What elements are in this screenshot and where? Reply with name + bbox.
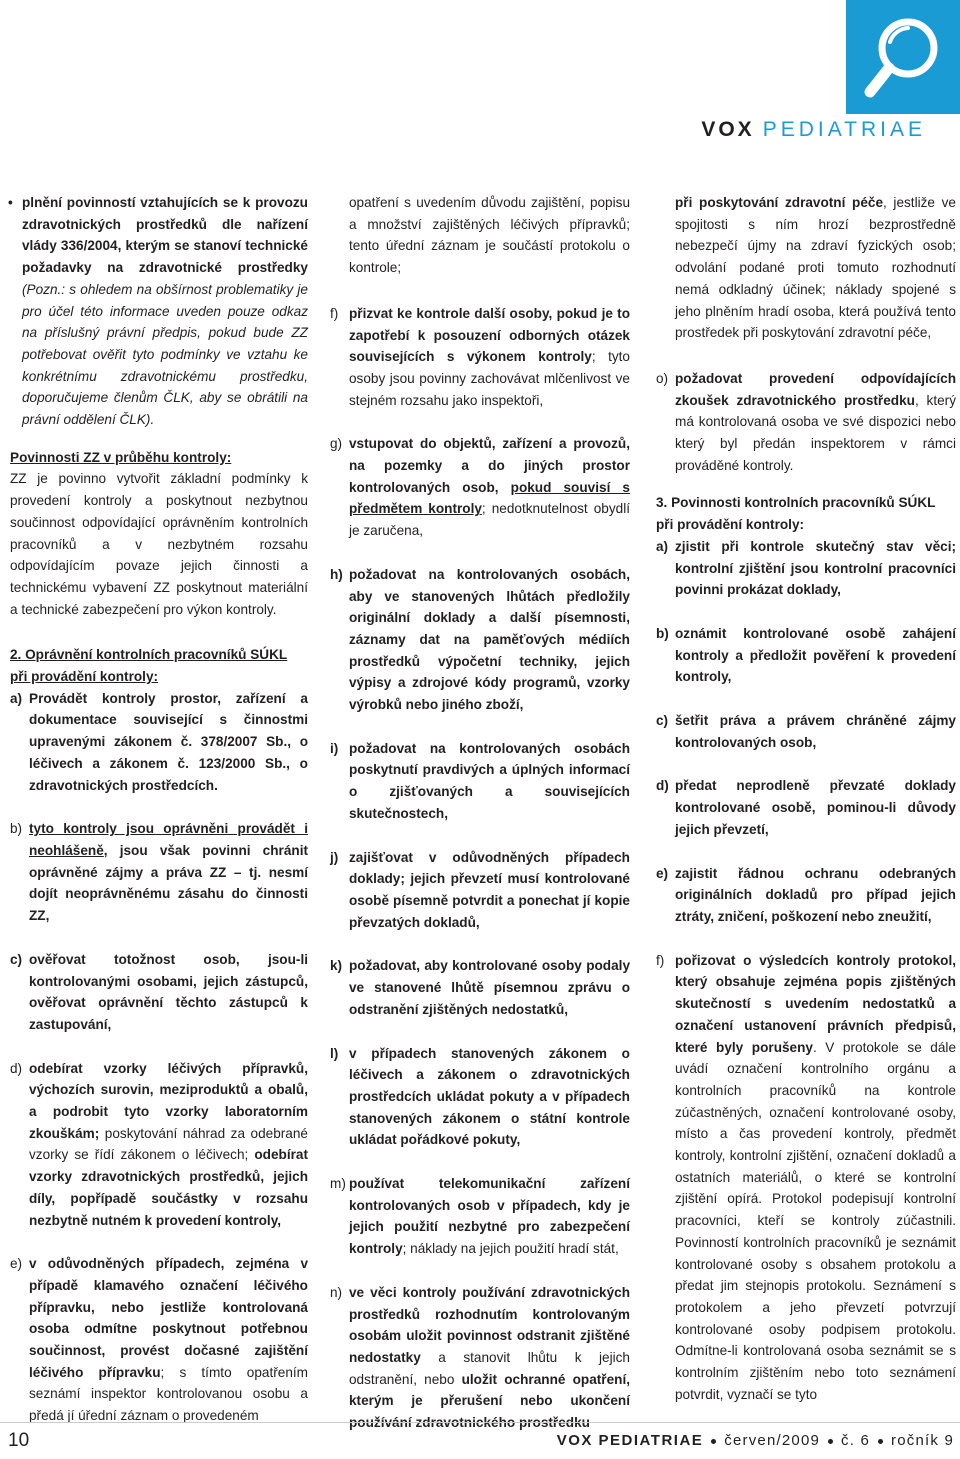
continuation-plain: , jestliže ve spojitosti s ním hrozí bezprostředně nebezpečí újmy na zdraví fyzických osob; odvolání podané proti tomuto rozhodnutí nemá odkladný účinek; náklady spojené s jeho plněním hradí osoba, která používá tento prostředek při poskytování zdravotní péče, [675, 195, 956, 341]
label-3f: f) [656, 952, 665, 968]
column-1 [10, 192, 308, 1427]
text-3b: oznámit kontrolované osobě zahájení kontroly a předložit pověření k provedení kontroly, [675, 625, 956, 685]
column-2 [330, 192, 630, 1434]
label-d: d) [10, 1060, 23, 1076]
label-c: c) [10, 951, 23, 967]
text-m-bold: používat telekomunikační zařízení kontrolovaných osob v případech, kdy je jejich použití nezbytné pro zabezpečení kontroly [349, 1176, 630, 1257]
text-k: požadovat, aby kontrolované osoby podaly ve stanovené lhůtě písemnou zprávu o odstranění zjištěných nedostatků, [349, 958, 630, 1017]
magazine-name: VOX PEDIATRIAE [556, 1432, 704, 1449]
rights-heading-1: 2. Oprávnění kontrolních pracovníků SÚKL [10, 647, 288, 663]
bullet-item [10, 192, 308, 431]
text-3f-bold: pořizovat o výsledcích kontroly protokol, který obsahuje zejména popis zjištěných skutečností s uvedením nedostatků a označení ustanovení právních předpisů, které byly porušeny [675, 952, 956, 1055]
text-d-bold-1: odebírat vzorky léčivých přípravků, výchozích surovin, meziproduktů a obalů, a podrobit tyto vzorky laboratorním zkouškám; [29, 1060, 308, 1141]
list-item-l [330, 1043, 630, 1152]
text-3a: zjistit při kontrole skutečný stav věci; kontrolní zjištění jsou kontrolní pracovníci povinni prokázat doklady, [675, 538, 956, 598]
volume-year: ročník 9 [891, 1432, 954, 1449]
text-g-bold: vstupovat do objektů, zařízení a provozů, na pozemky a do jiných prostor kontrolovaných osob, [349, 436, 630, 495]
list-item-3f [656, 950, 956, 1406]
column-3 [656, 192, 956, 1405]
label-3e: e) [656, 865, 669, 881]
label-f: f) [330, 305, 339, 321]
list-item-b [10, 818, 308, 927]
text-e-plain: ; s tímto opatřením seznámí inspektor kontrolovanou osobu a předá jí úřední záznam o provedeném [29, 1364, 308, 1424]
label-h: h) [330, 566, 343, 582]
text-g-plain: ; nedotknutelnost obydlí je zaručena, [349, 501, 630, 539]
text-h: požadovat na kontrolovaných osobách, aby ve stanovených lhůtách předložily originální doklady a další písemnosti, záznamy dat na paměťových médiích prostředků výpočetní techniky, jejich výpisy a zdrojové kódy programů, vzorky výrobků nebo jiného zboží, [349, 566, 630, 713]
issue-date: červen/2009 [724, 1432, 821, 1449]
list-item-3b [656, 623, 956, 688]
list-item-3a [656, 536, 956, 601]
label-l: l) [330, 1045, 339, 1061]
text-c: ověřovat totožnost osob, jsou-li kontrolovanými osobami, jejich zástupců, ověřovat oprávnění těchto zástupců k zastupování, [29, 951, 308, 1032]
list-item-a [10, 688, 308, 797]
issue-number: č. 6 [841, 1432, 871, 1449]
text-a: Provádět kontroly prostor, zařízení a dokumentace související s činnostmi upravenými zákonem č. 378/2007 Sb., o léčivech a zákonem č. 123/2000 Sb., o zdravotnických prostředcích. [29, 690, 308, 793]
text-d-plain: poskytování náhrad za odebrané vzorky se řídí zákonem o léčivech; [29, 1125, 308, 1163]
rights-heading-2: při provádění kontroly: [10, 669, 159, 685]
list-item-n [330, 1282, 630, 1434]
text-b-underlined: tyto kontroly jsou oprávněni provádět i neohlášeně [29, 821, 308, 858]
text-n-bold-1: ve věci kontroly používání zdravotnických prostředků rozhodnutím kontrolovaným osobám uložit povinnost odstranit zjištěné nedostatky [349, 1284, 630, 1365]
text-3e: zajistit řádnou ochranu odebraných originálních dokladů pro případ jejich ztráty, zničení, poškození nebo zneužití, [675, 865, 956, 924]
label-3b: b) [656, 625, 669, 641]
text-l: v případech stanovených zákonem o léčivech a zákonem o zdravotnických prostředcích ukládat pokuty a v případech stanovených zákonem o státní kontrole ukládat pořádkové pokuty, [349, 1045, 630, 1148]
magnifier-icon [846, 0, 960, 114]
label-3a: a) [656, 538, 669, 554]
continuation-text: opatření s uvedením důvodu zajištění, popisu a množství zajištěných léčivých přípravků; tento úřední záznam je součástí protokolu o kontrole; [349, 195, 630, 276]
bullet-bold: plnění povinností vztahujících se k provozu zdravotnických prostředků dle nařízení vlády 336/2004, kterým se stanoví technické požadavky na zdravotnické prostředky [22, 195, 308, 276]
separator-dot-icon [828, 1439, 833, 1444]
text-g-underlined: pokud souvisí s předmětem kontroly [349, 479, 630, 517]
label-g: g) [330, 436, 343, 452]
text-o-bold: požadovat provedení odpovídajících zkoušek zdravotnického prostředku [675, 370, 956, 408]
label-b: b) [10, 821, 23, 837]
label-e: e) [10, 1256, 23, 1272]
footer-divider [0, 1422, 960, 1423]
separator-dot-icon [711, 1439, 716, 1444]
page-number: 10 [8, 1430, 30, 1451]
continuation-text [656, 192, 956, 344]
list-item-3c [656, 710, 956, 753]
section3-heading-1: 3. Povinnosti kontrolních pracovníků SÚKL [656, 495, 936, 511]
brand-light: PEDIATRIAE [762, 118, 926, 141]
text-i: požadovat na kontrolovaných osobách poskytnutí pravdivých a úplných informací o zjišťovaných a souvisejících skutečnostech, [349, 740, 630, 821]
text-f-plain: ; tyto osoby jsou povinny zachovávat mlčenlivost ve stejném rozsahu jako inspektoři, [349, 349, 630, 408]
list-item-k [330, 955, 630, 1020]
text-n-plain: a stanovit lhůtu k jejich odstranění, nebo [349, 1349, 630, 1387]
issue-info [557, 1432, 954, 1449]
list-item-c [10, 949, 308, 1036]
list-item-h [330, 564, 630, 716]
list-item-j [330, 847, 630, 934]
text-3f-plain: . V protokole se dále uvádí označení kontrolního orgánu a kontrolních pracovníků na kontrole zúčastněných, označení kontrolované osoby, místo a čas provedení kontroly, předmět kontroly, kontrolní zjištění, označení dokladů a ostatních materiálů, o které se kontrolní zjištění opírá. Protokol podepisují kontrolní pracovníci, kteří se kontroly zúčastnili. Povinností kontrolních pracovníků je seznámit kontrolované osoby s obsahem protokolu a předat jim stejnopis protokolu. Seznámení s protokolem a jeho převzetí potvrzují kontrolované osoby podpisem protokolu. Odmítne-li kontrolovaná osoba seznámit se s kontrolním zjištěním nebo toto seznámení potvrdit, vyznačí se tyto [675, 1039, 956, 1402]
label-j: j) [330, 849, 339, 865]
text-3d: předat neprodleně převzaté doklady kontrolované osobě, pominou-li důvody jejich převzetí, [675, 778, 956, 837]
duties-text: ZZ je povinno vytvořit základní podmínky k provedení kontroly a poskytnout nezbytnou součinnost odpovídající oprávněním kontrolních pracovníků a v nezbytném rozsahu odpovídajícím povaze jejich činnosti a technickému vybavení ZZ poskytnout materiální a technické zabezpečení pro výkon kontroly. [10, 471, 308, 617]
list-item-3e [656, 863, 956, 928]
brand-bold: VOX [701, 118, 755, 141]
page-footer [0, 1430, 960, 1456]
duties-heading: Povinnosti ZZ v průběhu kontroly: [10, 449, 232, 465]
text-d-bold-2: odebírat vzorky zdravotnických prostředků, jejich díly, popřípadě součástky v rozsahu nezbytně nutném k provedení kontroly, [29, 1147, 308, 1228]
text-m-plain: ; náklady na jejich použití hradí stát, [402, 1241, 619, 1257]
list-item-e [10, 1253, 308, 1427]
section3-heading-2: při provádění kontroly: [656, 517, 805, 533]
bullet-note: (Pozn.: s ohledem na obšírnost problematiky je pro účel této informace uveden pouze odkaz na příslušný právní předpis, pokud bude ZZ potřebovat ověřit tyto podmínky ve vztahu ke konkrétnímu zdravotnickému prostředku, doporučujeme členům ČLK, aby se obrátili na právní oddělení ČLK). [22, 281, 308, 428]
text-o-plain: , který má kontrolovaná osoba ve své dispozici nebo který byl předán inspektorem v rámci prováděné kontroly. [675, 392, 956, 473]
list-item-3d [656, 775, 956, 840]
label-a: a) [10, 690, 23, 706]
continuation-bold: při poskytování zdravotní péče [675, 195, 884, 210]
text-f-bold: přizvat ke kontrole další osoby, pokud je to zapotřebí k posouzení odborných otázek souvisejících s výkonem kontroly [349, 305, 630, 365]
logo-box [846, 0, 960, 114]
text-b: , jsou však povinni chránit oprávněné zájmy a práva ZZ – tj. nesmí dojít neoprávněnému zásahu do činnosti ZZ, [29, 842, 308, 924]
label-k: k) [330, 958, 343, 974]
list-item-m [330, 1173, 630, 1260]
text-e-bold: v odůvodněných případech, zejména v případě klamavého označení léčivého přípravku, nebo jestliže kontrolovaná osoba odmítne poskytnout potřebnou součinnost, provést dočasné zajištění léčivého přípravku [29, 1256, 308, 1380]
text-3c: šetřit práva a právem chráněné zájmy kontrolovaných osob, [675, 713, 956, 750]
label-n: n) [330, 1284, 343, 1300]
label-o: o) [656, 370, 669, 386]
text-j: zajišťovat v odůvodněných případech doklady; jejich převzetí musí kontrolované osobě písemně potvrdit a ponechat jí kopie převzatých dokladů, [349, 849, 630, 930]
label-m: m) [330, 1176, 346, 1192]
brand-title [701, 118, 926, 142]
list-item-g [330, 433, 630, 542]
list-item-f [330, 303, 630, 412]
text-n-bold-2: uložit ochranné opatření, kterým je přerušení nebo ukončení používání zdravotnického prostředku [349, 1371, 630, 1431]
label-i: i) [330, 740, 339, 756]
list-item-o [656, 368, 956, 477]
label-3d: d) [656, 778, 669, 794]
list-item-i [330, 738, 630, 825]
list-item-d [10, 1058, 308, 1232]
label-3c: c) [656, 713, 669, 729]
separator-dot-icon [878, 1439, 883, 1444]
